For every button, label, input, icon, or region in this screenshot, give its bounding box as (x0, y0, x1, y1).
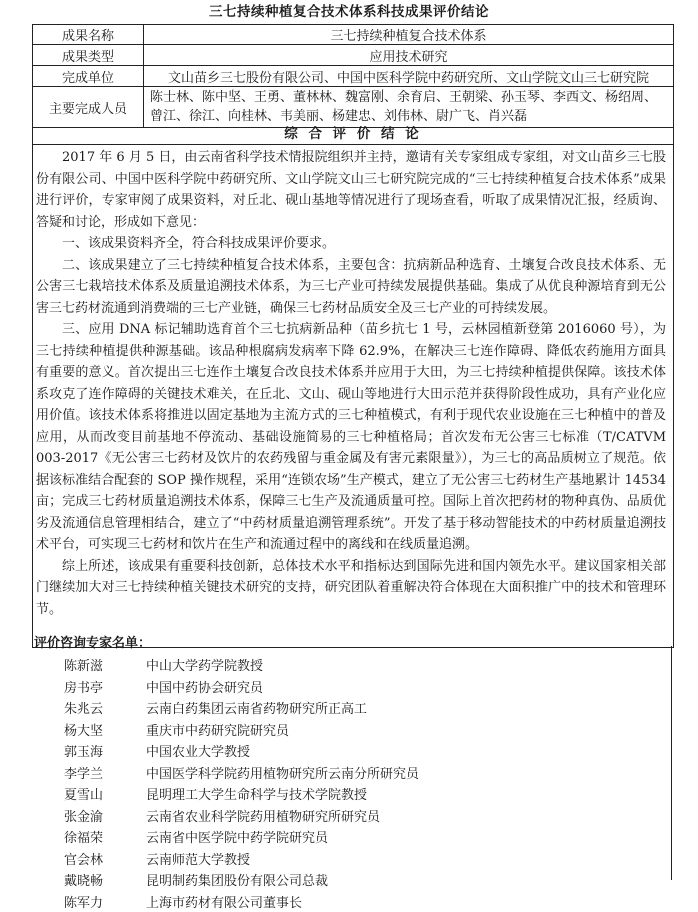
evaluation-body (36, 147, 666, 620)
type-label: 成果类型 (33, 45, 144, 66)
expert-name: 陈军力 (64, 892, 146, 911)
expert-title: 昆明制药集团股份有限公司总裁 (146, 870, 624, 889)
name-value: 三七持续种植复合技术体系 (144, 25, 674, 45)
expert-title: 云南省农业科学院药用植物研究所研究员 (146, 806, 624, 825)
expert-name: 陈新滋 (64, 655, 146, 674)
expert-row (64, 676, 624, 698)
people-label: 主要完成人员 (33, 87, 144, 128)
expert-title: 中国中药协会研究员 (146, 677, 624, 696)
expert-row (64, 891, 624, 912)
expert-row (64, 848, 624, 870)
experts-list (64, 654, 624, 912)
expert-row (64, 783, 624, 805)
expert-title: 中国农业大学教授 (146, 741, 624, 760)
expert-name: 杨大坚 (64, 720, 146, 739)
expert-row (64, 740, 624, 762)
document-title: 三七持续种植复合技术体系科技成果评价结论 (0, 3, 698, 21)
expert-row (64, 869, 624, 891)
expert-name: 郭玉海 (64, 741, 146, 760)
expert-title: 重庆市中药研究院研究员 (146, 720, 624, 739)
expert-name: 官会林 (64, 849, 146, 868)
type-value: 应用技术研究 (144, 45, 674, 66)
expert-name: 徐福荣 (64, 827, 146, 846)
people-value: 陈士林、陈中坚、王勇、董林林、魏富刚、余育启、王朝梁、孙玉琴、李西文、杨绍周、曾江、徐江、向桂林、韦美丽、杨建忠、刘伟林、尉广飞、肖兴磊 (144, 87, 674, 128)
expert-title: 中山大学药学院教授 (146, 655, 624, 674)
paragraph-summary: 综上所述，该成果有重要科技创新，总体技术水平和指标达到国际先进和国内领先水平。建议国家相关部门继续加大对三七持续种植关键技术研究的支持，研究团队着重解决符合体现在大面积推广中的技术和管理环节。 (36, 556, 666, 621)
expert-name: 李学兰 (64, 763, 146, 782)
expert-name: 房书亭 (64, 677, 146, 696)
expert-title: 云南省中医学院中药学院研究员 (146, 827, 624, 846)
info-row-name (33, 25, 674, 45)
paragraph-point-3: 三、应用 DNA 标记辅助选育首个三七抗病新品种（苗乡抗七 1 号，云林园植新登第 2016060 号），为三七持续种植提供种源基础。该品种根腐病发病率下降 62.9%，在解决三七连作障碍、降低农药施用方面具有重要的意义。首次提出三七连作土壤复合改良技术体系并应用于大田，为三七持续种植提供保障。该技术体系攻克了连作障碍的关键技术难关，在丘北、文山、砚山等地进行大田示范并获得阶段性成功，具有产业化应用价值。该技术体系将推进以固定基地为主流方式的三七种植模式，有利于现代农业设施在三七种植中的普及应用，从而改变目前基地不停流动、基础设施简易的三七种植格局；首次发布无公害三七标准（T/CATVM 003-2017《无公害三七药材及饮片的农药残留与重金属及有害元素限量》），为三七的高品质树立了规范。依据该标准结合配套的 SOP 操作规程，采用“连锁农场”生产模式，建立了无公害三七药材生产基地累计 14534 亩；完成三七药材质量追溯技术体系，保障三七生产及流通质量可控。国际上首次把药材的物种真伪、品质优劣及流通信息管理相结合，建立了“中药材质量追溯管理系统”。开发了基于移动智能技术的中药材质量追溯技术平台，可实现三七药材和饮片在生产和流通过程中的离线和在线质量追溯。 (36, 319, 666, 556)
expert-row (64, 719, 624, 741)
info-table (32, 24, 674, 128)
unit-value: 文山苗乡三七股份有限公司、中国中医科学院中药研究所、文山学院文山三七研究院 (144, 66, 674, 87)
section-title: 综 合 评 价 结 论 (32, 124, 674, 145)
name-label: 成果名称 (33, 25, 144, 45)
unit-label: 完成单位 (33, 66, 144, 87)
paragraph-point-1: 一、该成果资料齐全，符合科技成果评价要求。 (36, 233, 666, 255)
expert-row (64, 826, 624, 848)
expert-name: 戴晓畅 (64, 870, 146, 889)
experts-title: 评价咨询专家名单： (34, 635, 151, 653)
info-row-type (33, 45, 674, 66)
paragraph-point-2: 二、该成果建立了三七持续种植复合技术体系，主要包含：抗病新品种选育、土壤复合改良技术体系、无公害三七栽培技术体系及质量追溯技术体系，为三七产业可持续发展提供基础。集成了从优良种源培育到无公害三七药材流通到消费端的三七产业链，确保三七药材品质安全及三七产业的可持续发展。 (36, 255, 666, 320)
expert-title: 云南师范大学教授 (146, 849, 624, 868)
right-border-line (671, 646, 672, 880)
expert-title: 昆明理工大学生命科学与技术学院教授 (146, 784, 624, 803)
expert-title: 上海市药材有限公司董事长 (146, 892, 624, 911)
info-row-unit (33, 66, 674, 87)
info-row-people (33, 87, 674, 128)
expert-title: 中国医学科学院药用植物研究所云南分所研究员 (146, 763, 624, 782)
expert-row (64, 805, 624, 827)
expert-name: 朱兆云 (64, 698, 146, 717)
expert-name: 夏雪山 (64, 784, 146, 803)
expert-row (64, 654, 624, 676)
expert-row (64, 697, 624, 719)
expert-row (64, 762, 624, 784)
expert-name: 张金渝 (64, 806, 146, 825)
paragraph-intro: 2017 年 6 月 5 日，由云南省科学技术情报院组织并主持，邀请有关专家组成专家组，对文山苗乡三七股份有限公司、中国中医科学院中药研究所、文山学院文山三七研究院完成的“三七持续种植复合技术体系”成果进行评价，专家审阅了成果资料，对丘北、砚山基地等情况进行了现场查看，听取了成果情况汇报，经质询、答疑和讨论，形成如下意见： (36, 147, 666, 233)
expert-title: 云南白药集团云南省药物研究所正高工 (146, 698, 624, 717)
